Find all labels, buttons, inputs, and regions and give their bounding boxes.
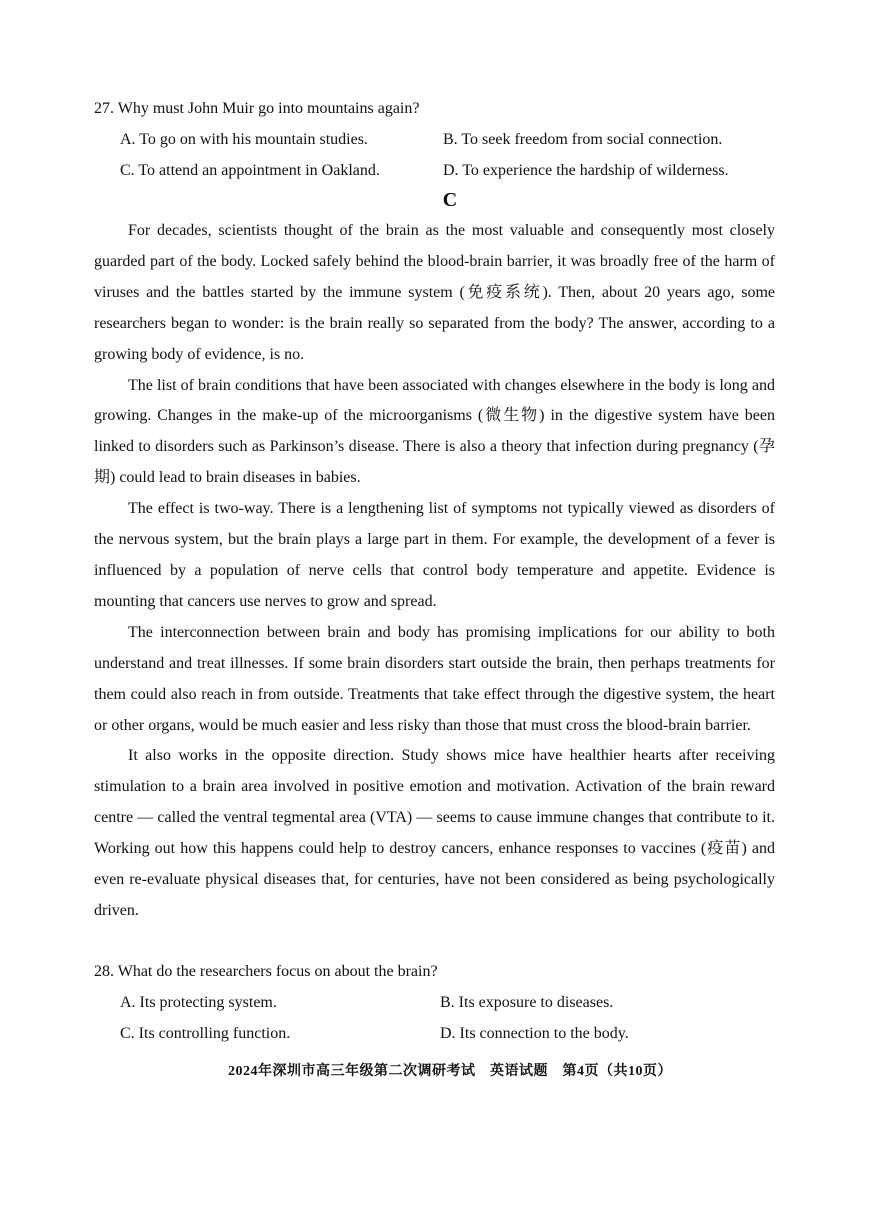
question-28-option-d: D. Its connection to the body. bbox=[440, 1025, 629, 1042]
question-27-option-c: C. To attend an appointment in Oakland. bbox=[120, 162, 380, 179]
question-28-stem: 28. What do the researchers focus on about the brain? bbox=[94, 963, 438, 980]
question-27-option-a: A. To go on with his mountain studies. bbox=[120, 131, 368, 148]
question-27-stem: 27. Why must John Muir go into mountains again? bbox=[94, 100, 420, 117]
passage-paragraph-4: The interconnection between brain and body has promising implications for our ability to both understand and treat illnesses. If some brain disorders start outside the brain, then perhaps treatments for them could also reach in from outside. Treatments that take effect through the digestive system, the heart or other organs, would be much easier and less risky than those that must cross the blood-brain barrier. bbox=[94, 623, 775, 734]
passage-paragraph-2: The list of brain conditions that have been associated with changes elsewhere in the body is long and growing. Changes in the make-up of the microorganisms (微生物) in the digestive system have been linked to disorders such as Parkinson’s disease. There is also a theory that infection during pregnancy (孕期) could lead to brain diseases in babies. bbox=[94, 376, 775, 487]
question-28-option-c: C. Its controlling function. bbox=[120, 1025, 291, 1042]
question-28-option-b: B. Its exposure to diseases. bbox=[440, 994, 614, 1011]
passage-paragraph-1: For decades, scientists thought of the brain as the most valuable and consequently most closely guarded part of the body. Locked safely behind the blood-brain barrier, it was broadly free of the harm of viruses and the battles started by the immune system (免疫系统). Then, about 20 years ago, some researchers began to wonder: is the brain really so separated from the body? The answer, according to a growing body of evidence, is no. bbox=[94, 222, 775, 363]
section-heading: C bbox=[442, 189, 458, 211]
question-27-option-d: D. To experience the hardship of wilderness. bbox=[443, 162, 729, 179]
reading-passage bbox=[94, 216, 775, 927]
question-27-option-b: B. To seek freedom from social connection. bbox=[443, 131, 723, 148]
page-footer: 2024年深圳市高三年级第二次调研考试 英语试题 第4页（共10页） bbox=[228, 1064, 672, 1079]
question-28-option-a: A. Its protecting system. bbox=[120, 994, 277, 1011]
passage-paragraph-5: It also works in the opposite direction. Study shows mice have healthier hearts after receiving stimulation to a brain area involved in positive emotion and motivation. Activation of the brain reward centre — called the ventral tegmental area (VTA) — seems to cause immune changes that contribute to it. Working out how this happens could help to destroy cancers, enhance responses to vaccines (疫苗) and even re-evaluate physical diseases that, for centuries, have not been considered as being psychologically driven. bbox=[94, 747, 775, 919]
passage-paragraph-3: The effect is two-way. There is a lengthening list of symptoms not typically viewed as disorders of the nervous system, but the brain plays a large part in them. For example, the development of a fever is influenced by a population of nerve cells that control body temperature and appetite. Evidence is mounting that cancers use nerves to grow and spread. bbox=[94, 500, 775, 610]
